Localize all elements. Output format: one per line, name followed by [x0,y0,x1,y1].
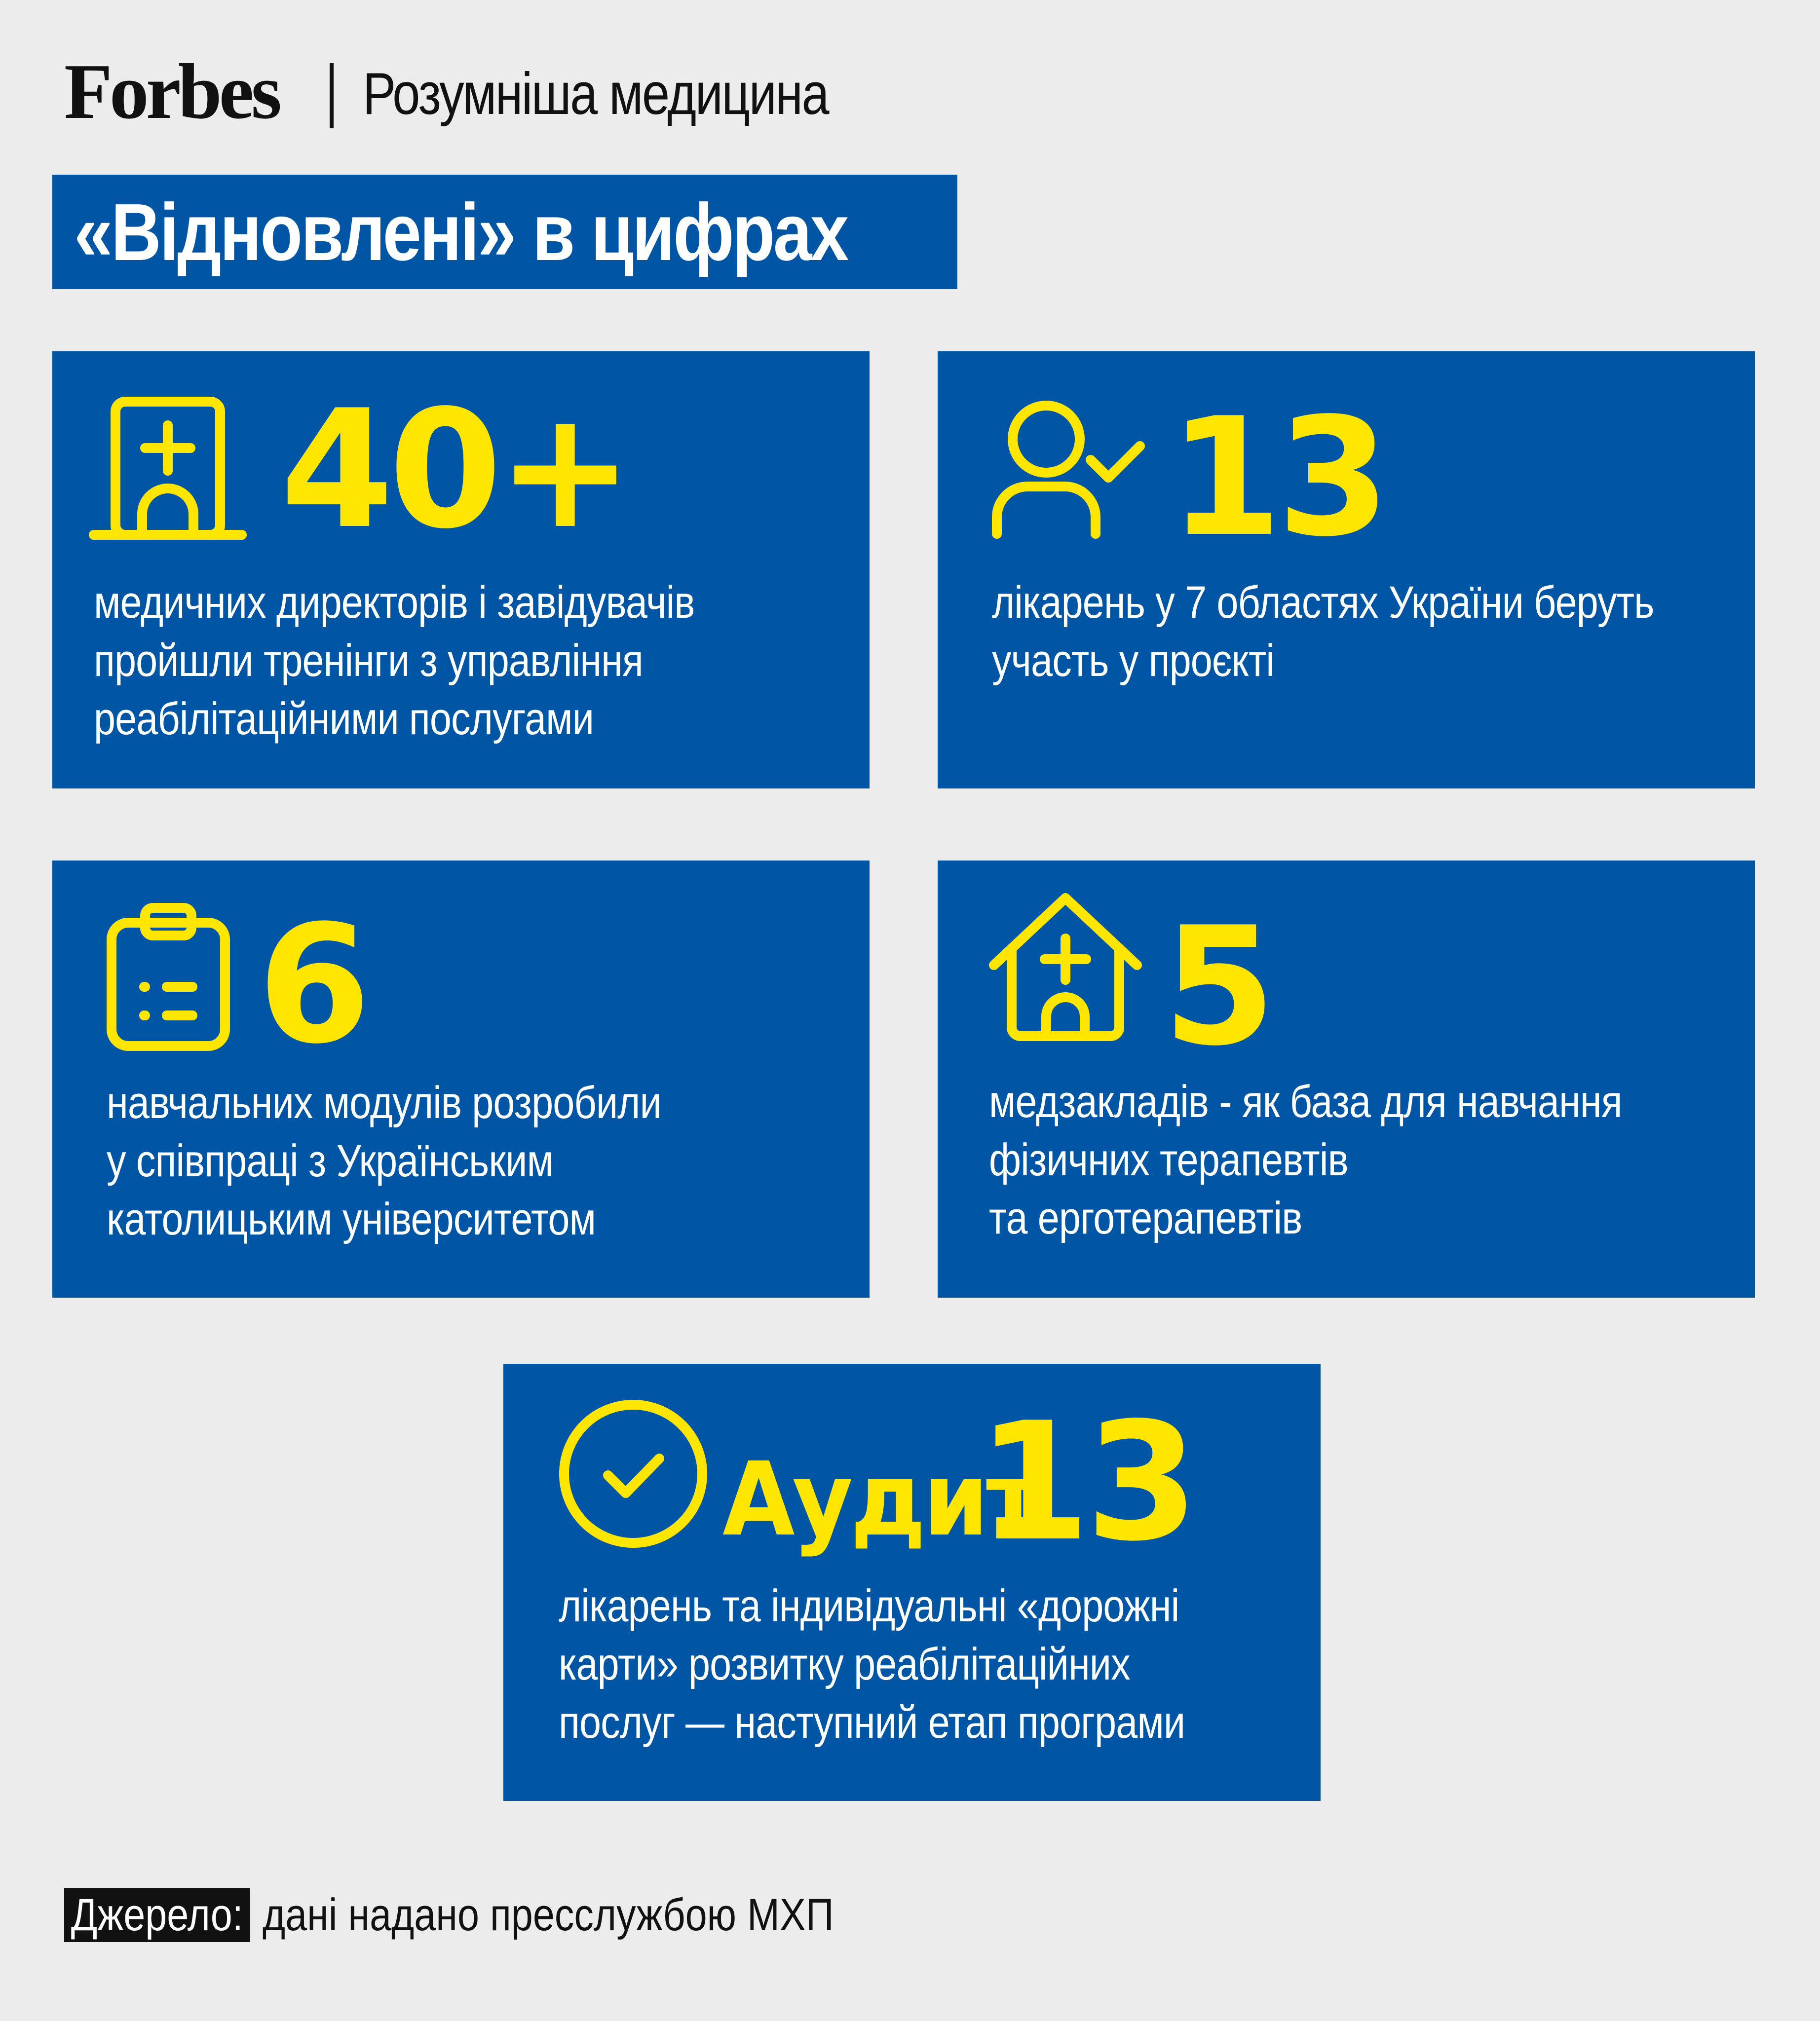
source-text: дані надано пресслужбою МХП [263,1890,834,1940]
description-line: католицьким університетом [107,1194,596,1244]
stat-description [559,1577,1185,1752]
description-line: карти» розвитку реабілітаційних [559,1639,1130,1689]
stat-description [992,573,1654,690]
stat-card-hospitals [938,351,1755,788]
description-line: та ерготерапевтів [989,1193,1302,1243]
section-title: Розумніша медицина [363,61,829,127]
audit-label: Аудит [722,1440,1038,1559]
header-divider [330,63,334,128]
description-line: участь у проєкті [992,636,1275,686]
stat-value: 13 [1169,383,1386,572]
clinic-house-icon [989,891,1142,1044]
source-label: Джерело: [64,1888,250,1942]
description-line: реабілітаційними послугами [94,694,594,744]
stat-description [94,573,695,748]
stat-value: 40+ [280,375,629,564]
stat-value: 5 [1163,892,1271,1082]
description-line: пройшли тренінги з управління [94,636,644,686]
description-line: лікарень та індивідуальні «дорожні [559,1581,1179,1631]
stat-value: 13 [977,1387,1194,1577]
description-line: лікарень у 7 областях України беруть [992,577,1654,628]
hospital-icon [94,397,242,545]
check-circle-icon [557,1397,710,1550]
stat-description [989,1073,1622,1247]
description-line: навчальних модулів розробили [107,1078,661,1128]
stat-card-audit [503,1364,1321,1801]
stat-description [107,1074,661,1248]
headline: «Відновлені» в цифрах [74,187,847,277]
description-line: послуг — наступний етап програми [559,1697,1185,1748]
stat-card-managers [52,351,870,788]
description-line: медзакладів - як база для навчання [989,1077,1622,1127]
user-check-icon [992,401,1150,544]
clipboard-icon [107,903,230,1051]
description-line: фізичних терапевтів [989,1135,1348,1185]
description-line: медичних директорів і завідувачів [94,577,695,628]
stat-card-clinics [938,861,1755,1298]
forbes-logo: Forbes [64,47,279,135]
stat-card-modules [52,861,870,1298]
description-line: у співпраці з Українським [107,1136,554,1186]
stat-value: 6 [258,890,366,1080]
